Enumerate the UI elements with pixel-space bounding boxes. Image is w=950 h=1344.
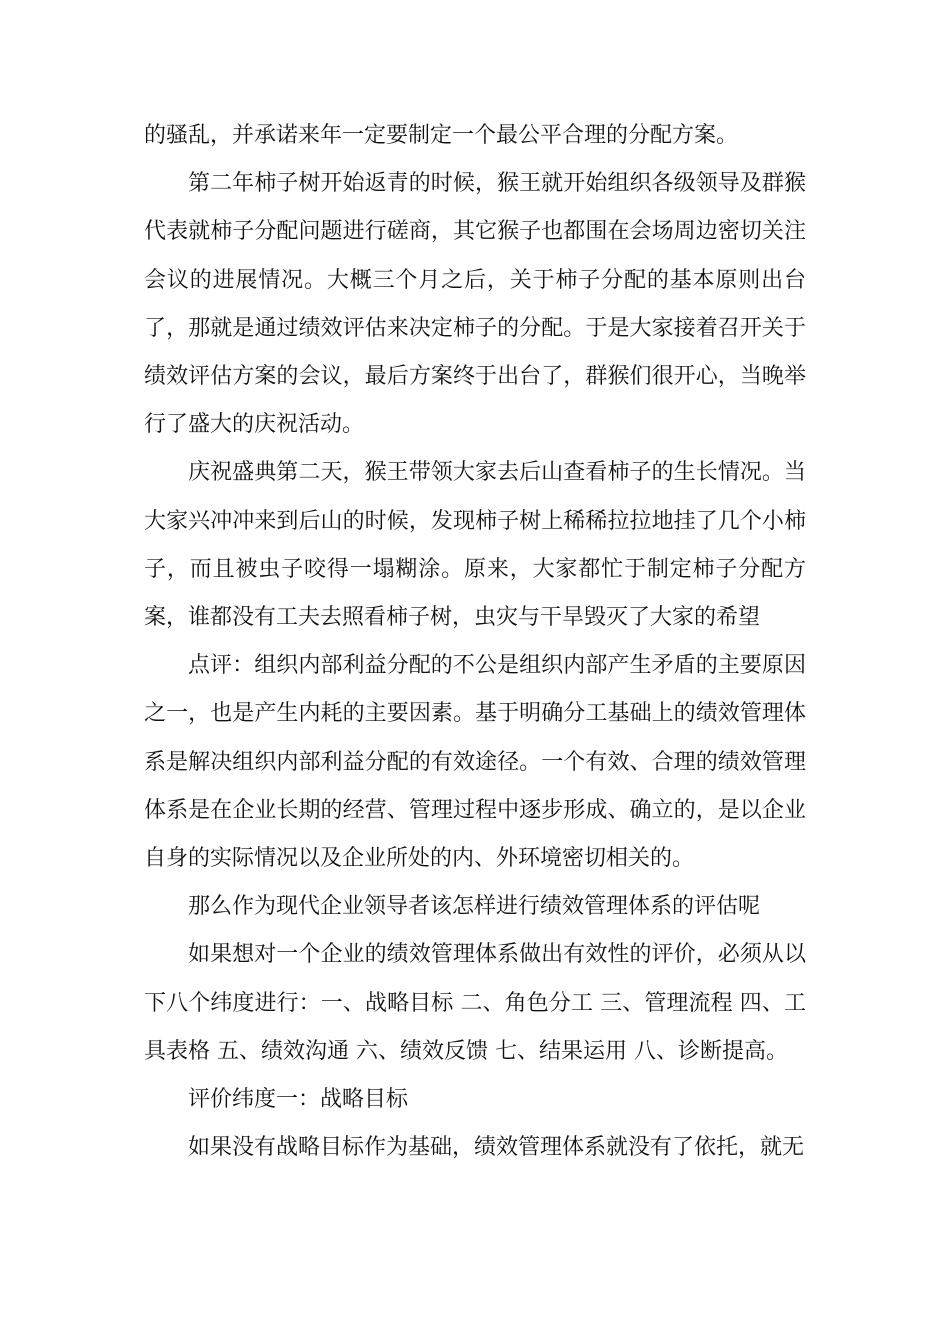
paragraph-continuation: 的骚乱，并承诺来年一定要制定一个最公平合理的分配方案。	[144, 123, 739, 148]
paragraph-second-year: 第二年柿子树开始返青的时候，猴王就开始组织各级领导及群猴代表就柿子分配问题进行磋商，其它猴子也都围在会场周边密切关注会议的进展情况。大概三个月之后，关于柿子分配的基本原则出台了，那就是通过绩效评估来决定柿子的分配。于是大家接着召开关于绩效评估方案的会议，最后方案终于出台了，群猴们很开心，当晚举行了盛大的庆祝活动。	[144, 171, 806, 438]
document-body	[144, 112, 806, 1172]
paragraph-eight-dimensions: 如果想对一个企业的绩效管理体系做出有效性的评价，必须从以下八个纬度进行：一、战略目标 二、角色分工 三、管理流程 四、工具表格 五、绩效沟通 六、绩效反馈 七、结果运用 八、诊断提高。	[144, 942, 806, 1064]
paragraph-commentary: 点评：组织内部利益分配的不公是组织内部产生矛盾的主要原因之一，也是产生内耗的主要因素。基于明确分工基础上的绩效管理体系是解决组织内部利益分配的有效途径。一个有效、合理的绩效管理体系是在企业长期的经营、管理过程中逐步形成、确立的，是以企业自身的实际情况以及企业所处的内、外环境密切相关的。	[144, 653, 806, 872]
paragraph-celebration: 庆祝盛典第二天，猴王带领大家去后山查看柿子的生长情况。当大家兴冲冲来到后山的时候，发现柿子树上稀稀拉拉地挂了几个小柿子，而且被虫子咬得一塌糊涂。原来，大家都忙于制定柿子分配方案，谁都没有工夫去照看柿子树，虫灾与干旱毁灭了大家的希望	[144, 460, 806, 631]
section-heading-dimension-one: 评价纬度一：战略目标	[188, 1087, 409, 1113]
paragraph-strategy-goal: 如果没有战略目标作为基础，绩效管理体系就没有了依托，就无	[188, 1135, 805, 1161]
paragraph-question: 那么作为现代企业领导者该怎样进行绩效管理体系的评估呢	[188, 894, 761, 920]
